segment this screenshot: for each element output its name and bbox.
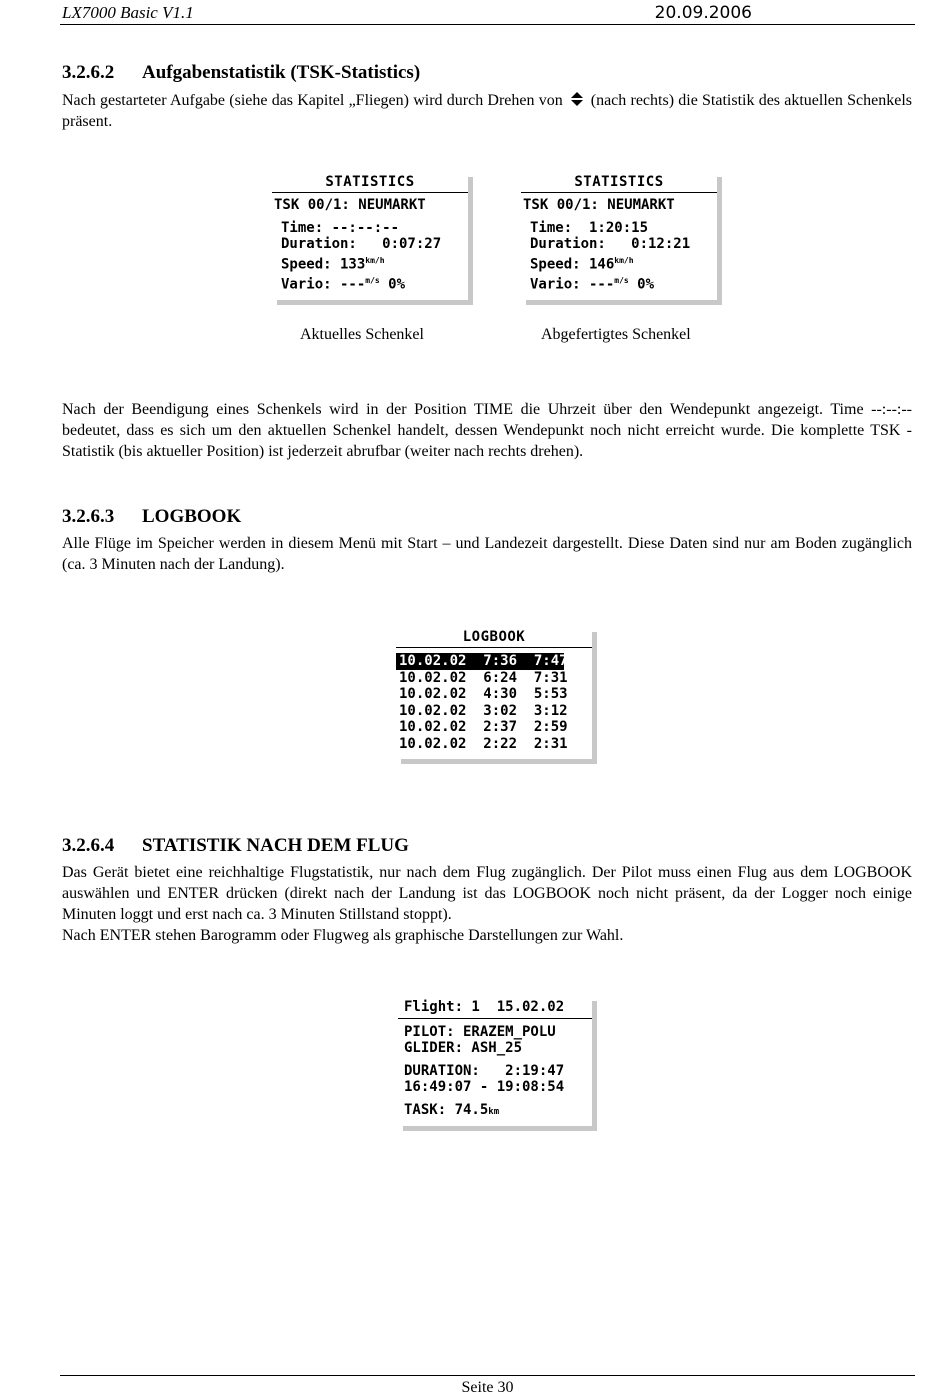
lcd-time-line: Time: --:--:--: [281, 219, 400, 236]
logbook-row[interactable]: 10.02.02 2:22 2:31: [399, 735, 568, 752]
section-number: 3.2.6.3: [62, 506, 115, 527]
lcd-glider-line: GLIDER: ASH_25: [404, 1040, 523, 1056]
lcd-time-line: Time: 1:20:15: [530, 219, 649, 236]
section-title: STATISTIK NACH DEM FLUG: [142, 835, 409, 856]
lcd-title: LOGBOOK: [462, 629, 526, 645]
lcd-rule: [398, 1018, 592, 1019]
lcd-pilot-line: PILOT: ERAZEM_POLU: [404, 1023, 556, 1040]
lcd-vario-value: Vario: ---: [530, 276, 615, 293]
footer-rule: [60, 1375, 915, 1376]
lcd-times-line: 16:49:07 - 19:08:54: [404, 1079, 565, 1095]
page-number: Seite 30: [461, 1379, 514, 1396]
lcd-speed-line: [272, 253, 468, 273]
paragraph-enter: Nach ENTER stehen Barogramm oder Flugweg als graphische Darstellungen zur Wahl.: [62, 927, 624, 944]
lcd-flight-title: Flight: 1 15.02.02: [404, 999, 565, 1015]
caption-finished-leg: Abgefertigtes Schenkel: [541, 326, 691, 343]
lcd-speed-value: Speed: 146: [530, 256, 615, 273]
lcd-task-value: TASK: 74.5: [404, 1101, 489, 1118]
logbook-row[interactable]: 10.02.02 6:24 7:31: [399, 669, 568, 686]
lcd-task-unit: km: [488, 1106, 500, 1117]
logbook-row[interactable]: 10.02.02 3:02 3:12: [399, 702, 568, 719]
header-date: 20.09.2006: [654, 3, 752, 23]
lcd-statistics-finished: [521, 172, 717, 300]
logbook-row[interactable]: 10.02.02 4:30 5:53: [399, 686, 568, 702]
lcd-vario-unit: m/s: [614, 275, 629, 285]
lcd-vario-line: [521, 273, 717, 293]
section-heading-tsk-statistics: [62, 62, 420, 84]
paragraph-flight-stats: Das Gerät bietet eine reichhaltige Flugstatistik, nur nach dem Flug zugänglich. Der Pilot muss einen Flug aus dem LOGBOOK auswählen und ENTER drücken (direkt nach der Landung ist das LOGBOOK noch nicht präsent, da der Logger noch einige Minuten loggt und erst nach ca. 3 Minuten Stillstand stoppt).: [62, 864, 912, 923]
logbook-list: [396, 653, 592, 752]
lcd-task-line: TSK 00/1: NEUMARKT: [523, 197, 675, 213]
lcd-rule: [396, 647, 592, 648]
lcd-speed-line: [521, 253, 717, 273]
paragraph-tsk-intro: [62, 90, 912, 132]
lcd-vario-pct: 0%: [379, 276, 406, 293]
section-title: LOGBOOK: [142, 506, 242, 527]
section-number: 3.2.6.2: [62, 62, 115, 83]
paragraph-tsk-time: Nach der Beendigung eines Schenkels wird in der Position TIME die Uhrzeit über den Wendepunkt angezeigt. Time --:--:-- bedeutet, dass es sich um den aktuellen Schenkel handelt, dessen Wendepunkt noch nicht erreicht wurde. Die komplette TSK - Statistik (bis aktueller Position) ist jederzeit abrufbar (weiter nach rechts drehen).: [62, 401, 912, 460]
section-heading-logbook: [62, 506, 241, 528]
lcd-duration-line: Duration: 0:07:27: [281, 236, 442, 252]
paragraph-logbook: Alle Flüge im Speicher werden in diesem Menü mit Start – und Landezeit dargestellt. Diese Daten sind nur am Boden zugänglich (ca. 3 Minuten nach der Landung).: [62, 535, 912, 573]
section-title: Aufgabenstatistik (TSK-Statistics): [142, 62, 421, 83]
lcd-flight-stats: [398, 996, 592, 1126]
up-down-arrow-icon: [569, 91, 585, 107]
paragraph-text-a: Nach gestarteter Aufgabe (siehe das Kapitel „Fliegen) wird durch Drehen von: [62, 92, 563, 109]
lcd-speed-value: Speed: 133: [281, 256, 366, 273]
section-heading-flight-statistics: [62, 835, 409, 857]
lcd-speed-unit: km/h: [614, 255, 634, 265]
lcd-duration-line: Duration: 0:12:21: [530, 236, 691, 252]
lcd-vario-pct: 0%: [628, 276, 655, 293]
lcd-title: STATISTICS: [574, 174, 664, 190]
lcd-title: STATISTICS: [325, 174, 415, 190]
logbook-row[interactable]: 10.02.02 2:37 2:59: [399, 719, 568, 735]
lcd-task-line: TSK 00/1: NEUMARKT: [274, 197, 426, 213]
lcd-vario-line: [272, 273, 468, 293]
paragraph-text-b: (nach rechts) die Statistik des aktuellen Schenkels präsent.: [62, 92, 912, 130]
lcd-vario-value: Vario: ---: [281, 276, 366, 293]
lcd-statistics-current: [272, 172, 468, 300]
lcd-rule: [272, 192, 468, 193]
caption-current-leg: Aktuelles Schenkel: [300, 326, 424, 343]
header-rule: [60, 24, 915, 25]
header-title: LX7000 Basic V1.1: [62, 3, 194, 22]
lcd-logbook: [396, 627, 592, 759]
logbook-row[interactable]: 10.02.02 7:36 7:47: [396, 653, 564, 670]
lcd-duration-line: DURATION: 2:19:47: [404, 1062, 565, 1079]
lcd-vario-unit: m/s: [365, 275, 380, 285]
lcd-task-line: [398, 1102, 592, 1121]
section-number: 3.2.6.4: [62, 835, 115, 856]
lcd-rule: [521, 192, 717, 193]
lcd-speed-unit: km/h: [365, 255, 385, 265]
